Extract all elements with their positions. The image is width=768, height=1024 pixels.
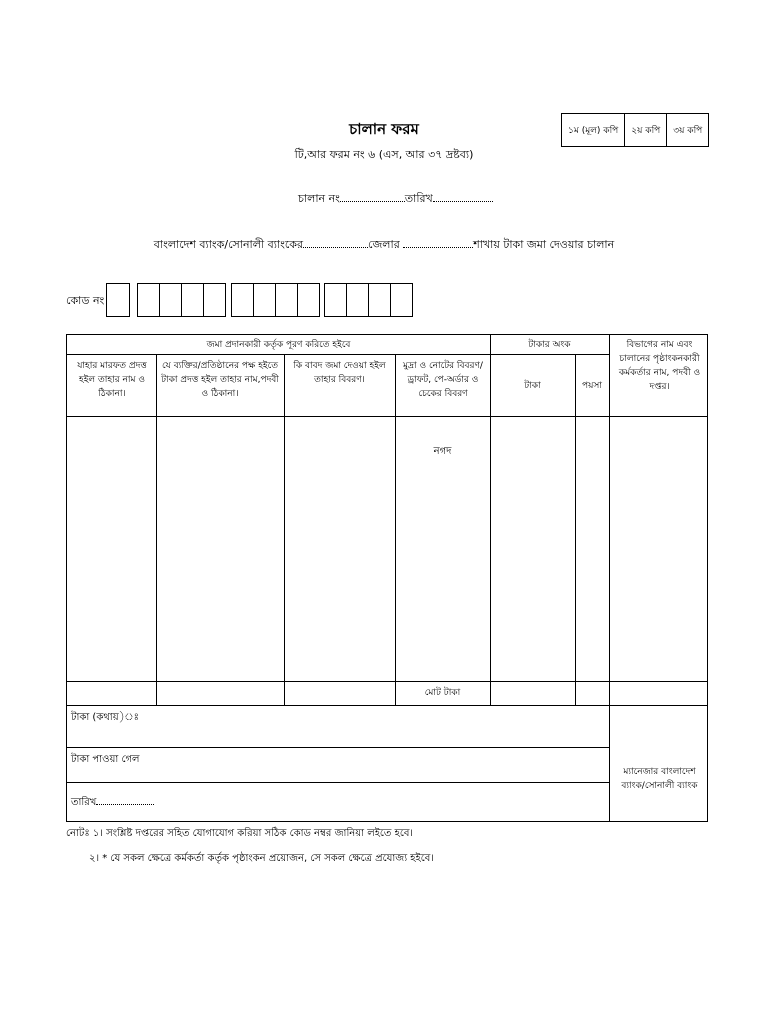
receipt-date-line	[71, 796, 154, 810]
challan-table	[66, 334, 708, 822]
code-box[interactable]	[390, 283, 413, 317]
copy-2: ২য় কপি	[625, 114, 667, 147]
code-box[interactable]	[253, 283, 276, 317]
code-box[interactable]	[159, 283, 182, 317]
code-box[interactable]	[181, 283, 204, 317]
challan-number-line	[298, 190, 493, 209]
col-depositor-name: যাহার মারফত প্রদত্ত হইল তাহার নাম ও ঠিকানা।	[77, 361, 147, 399]
cash-label: নগদ	[433, 446, 452, 457]
rule	[575, 354, 576, 705]
code-label: কোড নং	[66, 294, 105, 307]
rule	[67, 705, 707, 706]
col-taka: টাকা	[524, 381, 541, 391]
bank-blank[interactable]	[303, 247, 368, 248]
note-2: ২। * যে সকল ক্ষেত্রে কর্মকর্তা কর্তৃক পৃষ্ঠাংকন প্রয়োজন, সে সকল ক্ষেত্রে প্রযোজ্য হইবে।	[89, 853, 434, 864]
amount-header: টাকার অংক	[528, 340, 571, 350]
col-paisa: পয়সা	[582, 381, 602, 391]
code-box[interactable]	[324, 283, 347, 317]
bank-line-suffix: শাখায় টাকা জমা দেওয়ার চালান	[473, 238, 615, 251]
col-on-behalf: যে ব্যক্তির/প্রতিষ্ঠানের পক্ষ হইতে টাকা প্রদত্ত হইল তাহার নাম,পদবী ও ঠিকানা।	[161, 361, 279, 399]
rule	[284, 354, 285, 705]
rule	[67, 747, 609, 748]
challan-date-label: তারিখ	[404, 192, 433, 205]
code-box[interactable]	[346, 283, 369, 317]
code-box[interactable]	[106, 283, 130, 317]
challan-date-blank[interactable]	[433, 201, 493, 202]
form-subtitle: টি,আর ফরম নং ৬ (এস, আর ৩৭ দ্রষ্টব্য)	[294, 148, 474, 161]
district-label: জেলার	[368, 238, 400, 251]
receipt-date-blank[interactable]	[96, 804, 154, 805]
rule	[67, 416, 707, 417]
receipt-date-label: তারিখ	[71, 797, 97, 808]
depositor-header: জমা প্রদানকারী কর্তৃক পূরণ করিতে হইবে	[206, 340, 351, 350]
received-label: টাকা পাওয়া গেল	[71, 754, 140, 765]
district-blank[interactable]	[403, 247, 473, 248]
rule	[67, 681, 707, 682]
rule	[67, 354, 609, 355]
copies-box	[561, 113, 709, 147]
rule	[67, 782, 609, 783]
rule	[156, 354, 157, 705]
bank-line	[0, 236, 768, 255]
challan-no-label: চালান নং	[298, 192, 340, 205]
rule	[609, 335, 610, 821]
copy-3: ৩য় কপি	[667, 114, 709, 147]
challan-no-blank[interactable]	[340, 201, 405, 202]
code-box[interactable]	[275, 283, 298, 317]
col-purpose: কি বাবদ জমা দেওয়া হইল তাহার বিবরণ।	[293, 361, 386, 385]
code-box[interactable]	[368, 283, 391, 317]
bank-line-prefix: বাংলাদেশ ব্যাংক/সোনালী ব্যাংকের	[153, 238, 303, 251]
amount-in-words-label: টাকা (কথায়)ঃ	[71, 712, 140, 723]
form-title: চালান ফরম	[349, 120, 419, 138]
code-box[interactable]	[137, 283, 160, 317]
dept-header: বিভাগের নাম এবং চালানের পৃষ্ঠাংকনকারী কর্মকর্তার নাম, পদবী ও দপ্তর।	[618, 340, 701, 392]
manager-signature: ম্যানেজার বাংলাদেশ ব্যাংক/সোনালী ব্যাংক	[621, 767, 698, 791]
code-box[interactable]	[231, 283, 254, 317]
code-box[interactable]	[297, 283, 320, 317]
rule	[395, 354, 396, 705]
note-1: নোটঃ ১। সংশ্লিষ্ট দপ্তরের সহিত যোগাযোগ করিয়া সঠিক কোড নম্বর জানিয়া লইতে হবে।	[66, 828, 414, 839]
total-label: মোট টাকা	[424, 688, 461, 698]
col-currency-details: মুদ্রা ও নোটের বিবরণ/ড্রাফট, পে-অর্ডার ও চেকের বিবরণ	[403, 361, 483, 399]
code-box[interactable]	[203, 283, 226, 317]
copy-1: ১ম (মূল) কপি	[562, 114, 625, 147]
